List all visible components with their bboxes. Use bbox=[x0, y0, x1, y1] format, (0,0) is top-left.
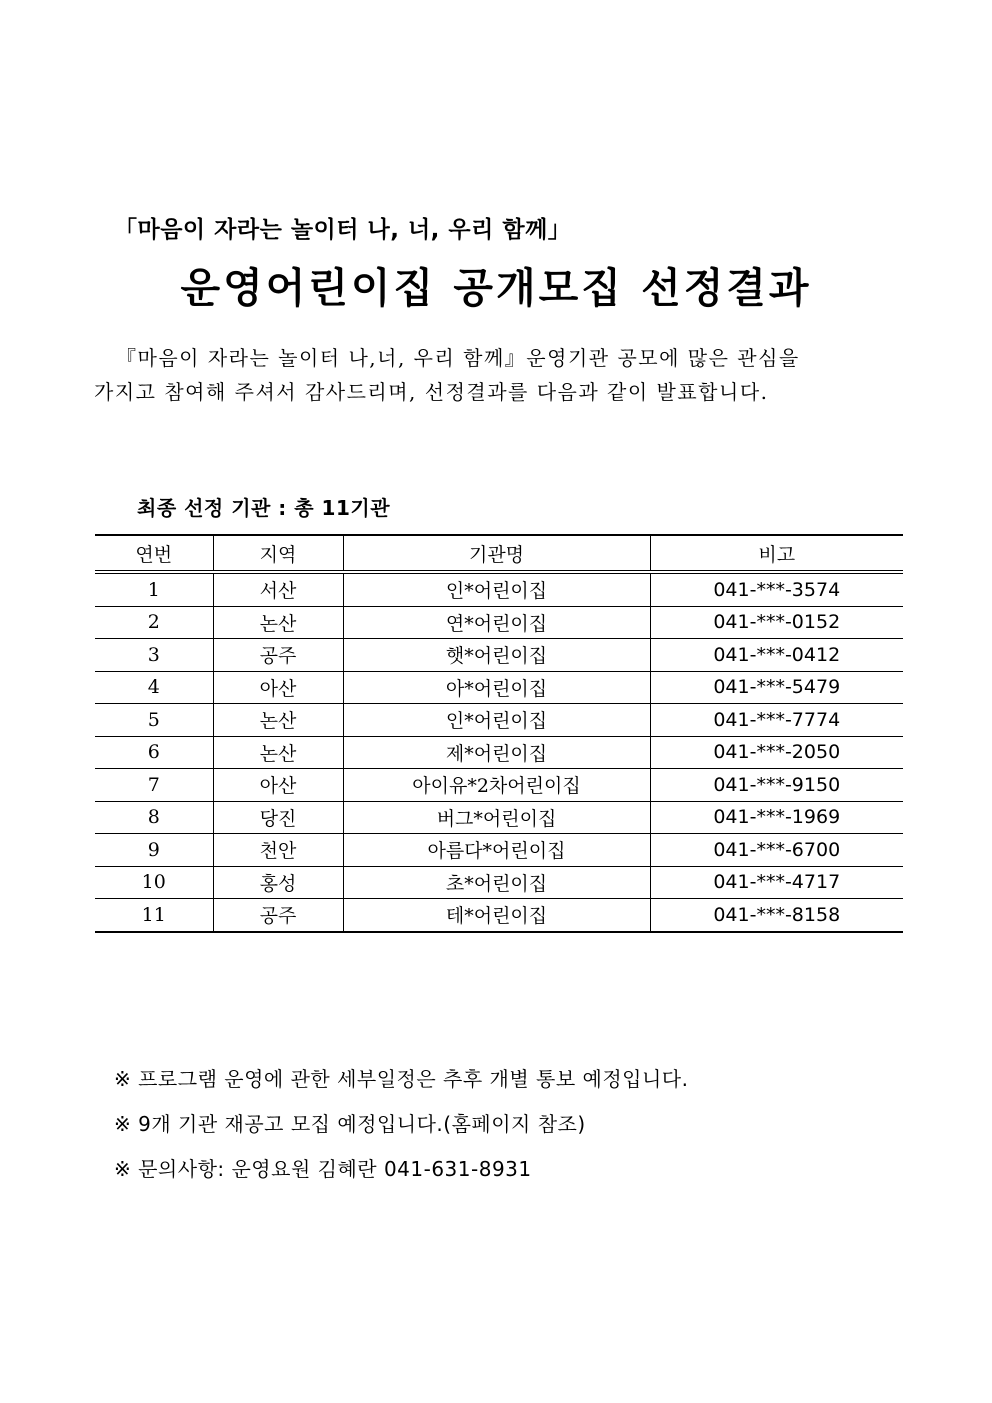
table-row bbox=[95, 704, 903, 737]
header-number: 연번 bbox=[95, 535, 213, 572]
row-region: 천안 bbox=[213, 834, 343, 867]
row-number: 6 bbox=[95, 736, 213, 769]
row-phone: 041-***-6700 bbox=[650, 834, 903, 867]
row-number: 9 bbox=[95, 834, 213, 867]
row-number: 3 bbox=[95, 639, 213, 672]
note-contact: ※ 문의사항: 운영요원 김혜란 041-631-8931 bbox=[114, 1157, 532, 1181]
row-phone: 041-***-0152 bbox=[650, 606, 903, 639]
row-number: 1 bbox=[95, 572, 213, 606]
table-row bbox=[95, 572, 903, 606]
row-number: 2 bbox=[95, 606, 213, 639]
note-re-announcement: ※ 9개 기관 재공고 모집 예정입니다.(홈페이지 참조) bbox=[114, 1112, 586, 1136]
row-phone: 041-***-0412 bbox=[650, 639, 903, 672]
row-phone: 041-***-5479 bbox=[650, 671, 903, 704]
row-phone: 041-***-9150 bbox=[650, 769, 903, 802]
row-institution: 인*어린이집 bbox=[343, 704, 650, 737]
row-institution: 연*어린이집 bbox=[343, 606, 650, 639]
table-row bbox=[95, 671, 903, 704]
row-number: 5 bbox=[95, 704, 213, 737]
row-region: 논산 bbox=[213, 736, 343, 769]
row-phone: 041-***-1969 bbox=[650, 801, 903, 834]
row-number: 8 bbox=[95, 801, 213, 834]
table-header-row bbox=[95, 535, 903, 572]
row-region: 공주 bbox=[213, 899, 343, 932]
program-subtitle: 「마음이 자라는 놀이터 나, 너, 우리 함께」 bbox=[114, 217, 572, 243]
row-phone: 041-***-7774 bbox=[650, 704, 903, 737]
row-institution: 초*어린이집 bbox=[343, 866, 650, 899]
row-institution: 아름다*어린이집 bbox=[343, 834, 650, 867]
row-number: 4 bbox=[95, 671, 213, 704]
row-phone: 041-***-3574 bbox=[650, 572, 903, 606]
row-region: 논산 bbox=[213, 606, 343, 639]
row-institution: 테*어린이집 bbox=[343, 899, 650, 932]
table-row bbox=[95, 736, 903, 769]
notes-section bbox=[114, 1057, 688, 1192]
row-phone: 041-***-4717 bbox=[650, 866, 903, 899]
table-row bbox=[95, 866, 903, 899]
table-row bbox=[95, 606, 903, 639]
note-schedule: ※ 프로그램 운영에 관한 세부일정은 추후 개별 통보 예정입니다. bbox=[114, 1067, 689, 1091]
row-number: 10 bbox=[95, 866, 213, 899]
row-institution: 아이유*2차어린이집 bbox=[343, 769, 650, 802]
table-row bbox=[95, 899, 903, 932]
row-region: 당진 bbox=[213, 801, 343, 834]
row-phone: 041-***-2050 bbox=[650, 736, 903, 769]
row-region: 아산 bbox=[213, 769, 343, 802]
intro-line-1: 『마음이 자라는 놀이터 나,너, 우리 함께』운영기관 공모에 많은 관심을 bbox=[116, 346, 800, 370]
selection-results-table bbox=[95, 534, 903, 933]
header-institution: 기관명 bbox=[343, 535, 650, 572]
table-row bbox=[95, 639, 903, 672]
row-region: 논산 bbox=[213, 704, 343, 737]
row-institution: 인*어린이집 bbox=[343, 572, 650, 606]
header-region: 지역 bbox=[213, 535, 343, 572]
row-region: 서산 bbox=[213, 572, 343, 606]
row-phone: 041-***-8158 bbox=[650, 899, 903, 932]
row-institution: 제*어린이집 bbox=[343, 736, 650, 769]
table-row bbox=[95, 834, 903, 867]
table-row bbox=[95, 769, 903, 802]
selection-summary: 최종 선정 기관 : 총 11기관 bbox=[137, 496, 391, 520]
row-number: 11 bbox=[95, 899, 213, 932]
row-institution: 햇*어린이집 bbox=[343, 639, 650, 672]
row-region: 공주 bbox=[213, 639, 343, 672]
intro-line-2: 가지고 참여해 주셔서 감사드리며, 선정결과를 다음과 같이 발표합니다. bbox=[94, 380, 769, 404]
row-region: 아산 bbox=[213, 671, 343, 704]
table-row bbox=[95, 801, 903, 834]
row-institution: 아*어린이집 bbox=[343, 671, 650, 704]
row-number: 7 bbox=[95, 769, 213, 802]
intro-paragraph bbox=[94, 341, 904, 409]
row-region: 홍성 bbox=[213, 866, 343, 899]
row-institution: 버그*어린이집 bbox=[343, 801, 650, 834]
page-title: 운영어린이집 공개모집 선정결과 bbox=[180, 264, 812, 312]
header-remarks: 비고 bbox=[650, 535, 903, 572]
